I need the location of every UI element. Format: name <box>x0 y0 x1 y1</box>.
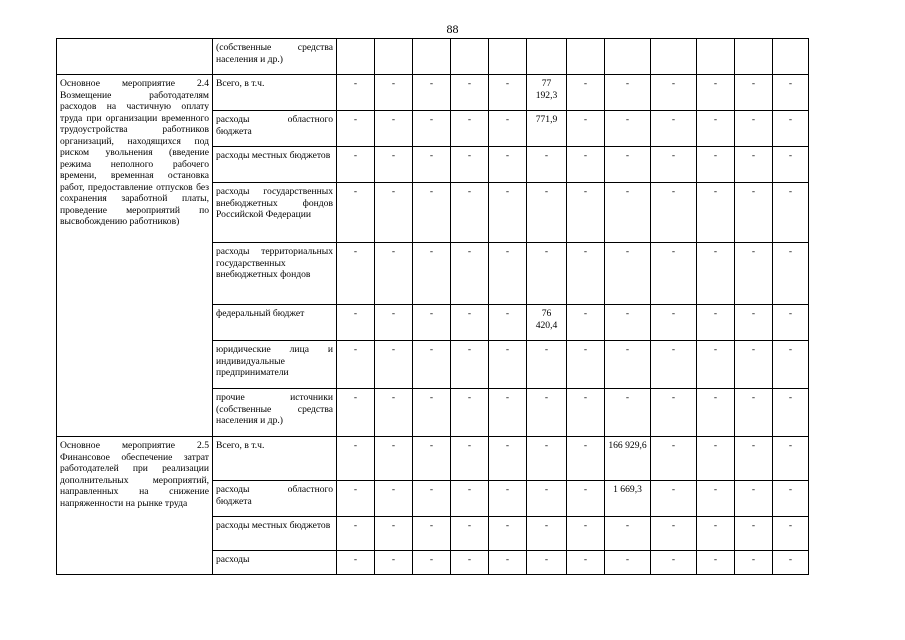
value-cell: - <box>413 341 451 389</box>
value-cell: - <box>413 305 451 341</box>
value-cell: - <box>735 517 773 551</box>
value-cell: - <box>697 437 735 481</box>
value-cell: - <box>697 341 735 389</box>
value-cell: - <box>567 147 605 183</box>
value-cell: - <box>651 183 697 243</box>
value-cell: - <box>337 183 375 243</box>
value-cell: - <box>451 305 489 341</box>
value-cell <box>697 39 735 75</box>
value-cell: - <box>735 243 773 305</box>
value-cell: - <box>567 437 605 481</box>
value-cell: - <box>527 437 567 481</box>
funding-source-cell: Всего, в т.ч. <box>213 437 337 481</box>
value-cell: - <box>413 389 451 437</box>
value-cell: - <box>413 147 451 183</box>
value-cell: - <box>375 305 413 341</box>
value-cell: - <box>773 147 809 183</box>
value-cell: - <box>735 341 773 389</box>
value-cell: - <box>651 517 697 551</box>
value-cell: - <box>697 389 735 437</box>
measure-cell <box>57 39 213 75</box>
value-cell: - <box>451 517 489 551</box>
value-cell: - <box>697 481 735 517</box>
value-cell <box>735 39 773 75</box>
value-cell: - <box>735 147 773 183</box>
value-cell: - <box>337 389 375 437</box>
value-cell: - <box>489 147 527 183</box>
value-cell: - <box>375 183 413 243</box>
value-cell: - <box>651 481 697 517</box>
value-cell: - <box>567 517 605 551</box>
value-cell: - <box>413 243 451 305</box>
value-cell: - <box>605 517 651 551</box>
value-cell: 771,9 <box>527 111 567 147</box>
value-cell: - <box>651 111 697 147</box>
value-cell: - <box>773 341 809 389</box>
value-cell: - <box>697 305 735 341</box>
value-cell: - <box>337 75 375 111</box>
value-cell: 76 420,4 <box>527 305 567 341</box>
measure-cell: Основное мероприятие 2.5 Финансовое обеспечение затрат работодателей при реализации дополнительных мероприятий, направленных на снижение напряженности на рынке труда <box>57 437 213 575</box>
value-cell: - <box>773 517 809 551</box>
value-cell: - <box>773 305 809 341</box>
funding-source-cell: расходы <box>213 551 337 575</box>
value-cell: - <box>773 481 809 517</box>
value-cell: - <box>527 389 567 437</box>
funding-source-cell: федеральный бюджет <box>213 305 337 341</box>
value-cell: - <box>605 389 651 437</box>
value-cell <box>651 39 697 75</box>
value-cell: - <box>489 437 527 481</box>
value-cell: - <box>527 183 567 243</box>
table-body <box>57 39 809 575</box>
value-cell: - <box>489 517 527 551</box>
value-cell: - <box>605 75 651 111</box>
value-cell: - <box>605 147 651 183</box>
value-cell: - <box>451 551 489 575</box>
value-cell: - <box>337 111 375 147</box>
value-cell: - <box>651 147 697 183</box>
table-row <box>57 75 809 111</box>
value-cell: - <box>773 389 809 437</box>
value-cell <box>605 39 651 75</box>
value-cell: - <box>375 551 413 575</box>
value-cell: - <box>773 183 809 243</box>
value-cell: 1 669,3 <box>605 481 651 517</box>
value-cell: - <box>773 111 809 147</box>
value-cell: - <box>567 183 605 243</box>
value-cell: - <box>375 437 413 481</box>
value-cell: - <box>451 481 489 517</box>
value-cell: - <box>451 75 489 111</box>
value-cell: - <box>567 551 605 575</box>
value-cell: - <box>375 389 413 437</box>
value-cell: - <box>605 341 651 389</box>
measure-cell: Основное мероприятие 2.4 Возмещение работодателям расходов на частичную оплату труда при организации временного трудоустройства работников организаций, находящихся под риском увольнения (введение режима неполного рабочего времени, временная остановка работ, предоставление отпусков без сохранения заработной платы, проведение мероприятий по высвобождению работников) <box>57 75 213 437</box>
value-cell: - <box>567 341 605 389</box>
value-cell: - <box>651 341 697 389</box>
funding-source-cell: расходы территориальных государственных внебюджетных фондов <box>213 243 337 305</box>
value-cell: - <box>375 75 413 111</box>
value-cell: - <box>337 147 375 183</box>
value-cell: - <box>375 243 413 305</box>
value-cell: 77 192,3 <box>527 75 567 111</box>
value-cell <box>567 39 605 75</box>
value-cell: - <box>527 481 567 517</box>
value-cell: - <box>605 111 651 147</box>
value-cell: - <box>375 147 413 183</box>
value-cell: - <box>773 437 809 481</box>
value-cell: - <box>337 437 375 481</box>
value-cell: - <box>605 243 651 305</box>
funding-source-cell: Всего, в т.ч. <box>213 75 337 111</box>
value-cell: - <box>413 437 451 481</box>
value-cell: - <box>697 243 735 305</box>
value-cell: - <box>337 305 375 341</box>
value-cell: - <box>697 111 735 147</box>
value-cell: - <box>735 481 773 517</box>
value-cell: - <box>567 75 605 111</box>
value-cell: - <box>489 243 527 305</box>
table-row <box>57 437 809 481</box>
funding-source-cell: прочие источники (собственные средства населения и др.) <box>213 389 337 437</box>
value-cell: - <box>451 341 489 389</box>
value-cell: - <box>697 551 735 575</box>
value-cell: - <box>489 111 527 147</box>
value-cell: - <box>697 147 735 183</box>
value-cell: - <box>605 551 651 575</box>
value-cell: - <box>651 389 697 437</box>
value-cell <box>413 39 451 75</box>
value-cell: 166 929,6 <box>605 437 651 481</box>
value-cell: - <box>337 551 375 575</box>
value-cell: - <box>413 111 451 147</box>
value-cell: - <box>735 389 773 437</box>
value-cell: - <box>413 183 451 243</box>
value-cell: - <box>337 243 375 305</box>
value-cell: - <box>451 183 489 243</box>
value-cell: - <box>489 389 527 437</box>
funding-source-cell: (собственные средства населения и др.) <box>213 39 337 75</box>
value-cell: - <box>527 341 567 389</box>
value-cell <box>375 39 413 75</box>
value-cell: - <box>735 551 773 575</box>
value-cell: - <box>735 111 773 147</box>
value-cell: - <box>527 243 567 305</box>
value-cell: - <box>651 75 697 111</box>
value-cell: - <box>337 481 375 517</box>
value-cell <box>451 39 489 75</box>
value-cell: - <box>735 183 773 243</box>
value-cell: - <box>735 75 773 111</box>
value-cell: - <box>697 517 735 551</box>
funding-source-cell: расходы государственных внебюджетных фондов Российской Федерации <box>213 183 337 243</box>
value-cell <box>489 39 527 75</box>
value-cell: - <box>567 305 605 341</box>
value-cell: - <box>567 481 605 517</box>
value-cell <box>773 39 809 75</box>
table-row <box>57 39 809 75</box>
value-cell: - <box>773 551 809 575</box>
value-cell: - <box>527 551 567 575</box>
value-cell: - <box>773 243 809 305</box>
value-cell <box>337 39 375 75</box>
value-cell: - <box>451 243 489 305</box>
value-cell: - <box>605 305 651 341</box>
funding-source-cell: расходы местных бюджетов <box>213 147 337 183</box>
value-cell: - <box>651 551 697 575</box>
value-cell: - <box>489 75 527 111</box>
page-number: 88 <box>446 22 459 36</box>
budget-table <box>56 38 809 575</box>
value-cell: - <box>651 243 697 305</box>
value-cell: - <box>605 183 651 243</box>
value-cell: - <box>413 75 451 111</box>
value-cell: - <box>697 75 735 111</box>
value-cell: - <box>489 341 527 389</box>
value-cell: - <box>651 437 697 481</box>
value-cell <box>527 39 567 75</box>
value-cell: - <box>527 517 567 551</box>
value-cell: - <box>413 481 451 517</box>
value-cell: - <box>413 517 451 551</box>
value-cell: - <box>451 111 489 147</box>
value-cell: - <box>337 341 375 389</box>
value-cell: - <box>489 305 527 341</box>
value-cell: - <box>375 111 413 147</box>
value-cell: - <box>451 437 489 481</box>
value-cell: - <box>567 389 605 437</box>
value-cell: - <box>413 551 451 575</box>
value-cell: - <box>527 147 567 183</box>
value-cell: - <box>773 75 809 111</box>
value-cell: - <box>735 305 773 341</box>
funding-source-cell: расходы областного бюджета <box>213 111 337 147</box>
value-cell: - <box>489 183 527 243</box>
value-cell: - <box>375 517 413 551</box>
value-cell: - <box>337 517 375 551</box>
value-cell: - <box>375 481 413 517</box>
value-cell: - <box>489 481 527 517</box>
value-cell: - <box>567 243 605 305</box>
value-cell: - <box>697 183 735 243</box>
value-cell: - <box>651 305 697 341</box>
value-cell: - <box>489 551 527 575</box>
funding-source-cell: расходы местных бюджетов <box>213 517 337 551</box>
value-cell: - <box>567 111 605 147</box>
funding-source-cell: расходы областного бюджета <box>213 481 337 517</box>
funding-source-cell: юридические лица и индивидуальные предприниматели <box>213 341 337 389</box>
value-cell: - <box>735 437 773 481</box>
value-cell: - <box>375 341 413 389</box>
value-cell: - <box>451 147 489 183</box>
value-cell: - <box>451 389 489 437</box>
